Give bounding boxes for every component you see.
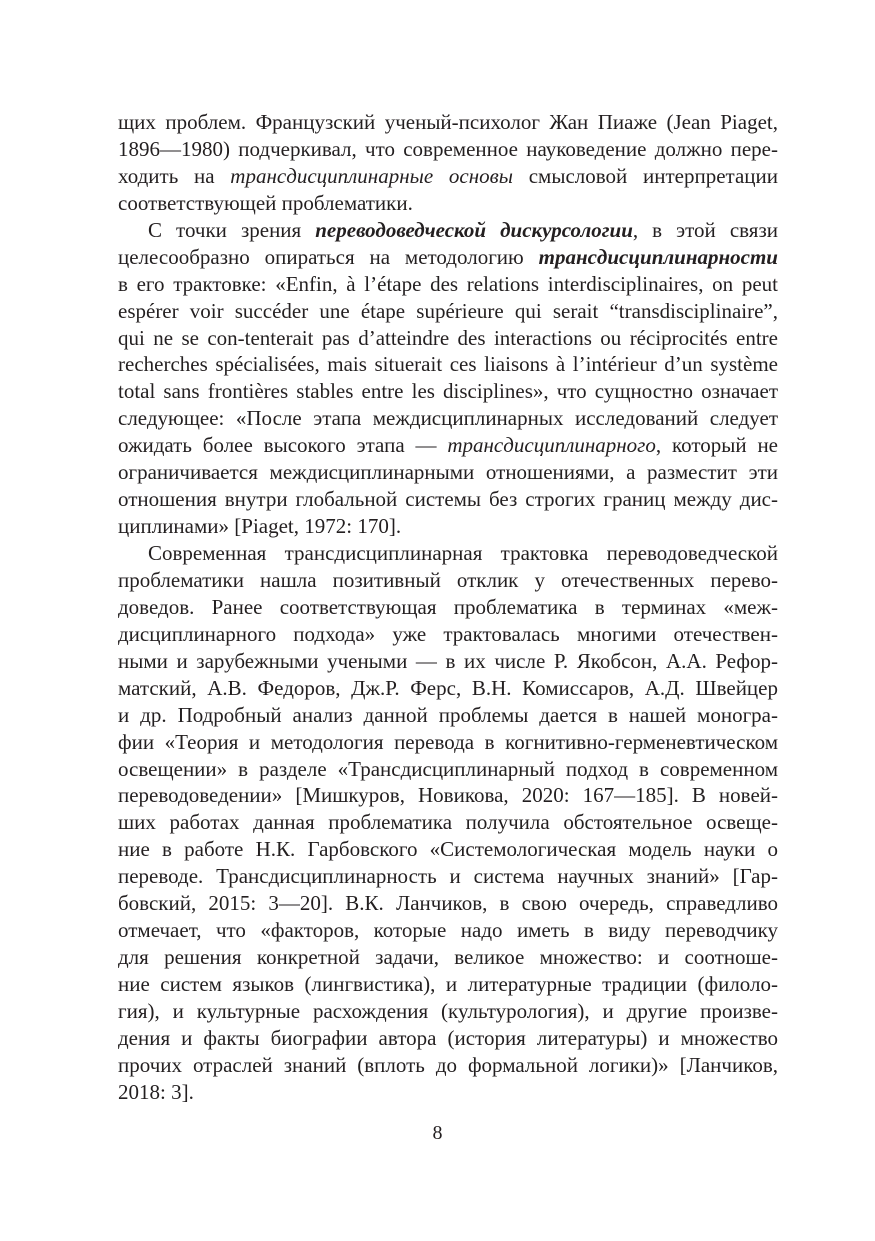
text-line: [118, 998, 778, 1025]
text-run: espérer voir succéder une étape supérieure qui serait “transdisciplinaire”,: [118, 298, 778, 323]
text-line: [118, 648, 778, 675]
text-run: Современная трансдисциплинарная трактовка переводоведческой: [148, 541, 778, 565]
text-run: соответствующей проблематики.: [118, 190, 413, 215]
text-run: для решения конкретной задачи, великое множество: и соотноше-: [118, 945, 778, 970]
text-run: ние в работе Н.К. Гарбовского «Системологическая модель науки о: [118, 837, 778, 862]
text-line: [118, 594, 778, 621]
text-line: [118, 432, 778, 459]
text-run: доведов. Ранее соответствующая проблематика в терминах «меж-: [118, 594, 778, 619]
text-run: total sans frontières stables entre les disciplines», что сущностно означает: [118, 379, 778, 404]
text-line: [118, 567, 778, 594]
text-run: освещении» в разделе «Трансдисциплинарный подход в современном: [118, 756, 778, 781]
text-run: recherches spécialisées, mais situerait ces liaisons à l’intérieur d’un système: [118, 352, 778, 377]
text-run: проблематики нашла позитивный отклик у отечественных перево-: [118, 567, 778, 592]
body-text: [118, 109, 778, 1106]
text-run: щих проблем. Французский ученый-психолог Жан Пиаже (Jean Piaget,: [118, 110, 778, 134]
text-run: прочих отраслей знаний (вплоть до формальной логики)» [Ланчиков,: [118, 1052, 778, 1077]
text-run: бовский, 2015: 3—20]. В.К. Ланчиков, в свою очередь, справедливо: [118, 891, 778, 916]
text-run: отношения внутри глобальной системы без строгих границ между дис-: [118, 487, 778, 512]
text-line: [118, 1025, 778, 1052]
text-run: гия), и культурные расхождения (культурология), и другие произве-: [118, 998, 778, 1023]
text-run: qui ne se con-tenterait pas d’atteindre des interactions ou réciprocités entre: [118, 325, 778, 350]
text-run: , в этой связи: [632, 217, 778, 242]
text-run: следующее: «После этапа междисциплинарных исследований следует: [118, 406, 778, 431]
text-run: ние систем языков (лингвистика), и литературные традиции (филоло-: [118, 972, 778, 996]
text-line: [118, 217, 778, 244]
text-run: смысловой интерпретации: [513, 163, 778, 188]
text-run: ограничивается междисциплинарными отношениями, а разместит эти: [118, 460, 778, 485]
text-run: отмечает, что «факторов, которые надо иметь в виду переводчику: [118, 918, 778, 943]
text-run: дисциплинарного подхода» уже трактовалась многими отечествен-: [118, 621, 778, 646]
text-line: [118, 163, 778, 190]
text-line: [118, 1052, 778, 1079]
bold-italic-term: трансдисциплинарности: [538, 244, 778, 269]
text-line: [118, 190, 778, 217]
italic-term: трансдисциплинарные основы: [230, 163, 513, 188]
text-line: [118, 702, 778, 729]
text-run: и др. Подробный анализ данной проблемы дается в нашей моногра-: [118, 702, 778, 727]
text-run: С точки зрения: [148, 217, 316, 242]
text-line: [118, 621, 778, 648]
text-line: [118, 298, 778, 325]
text-line: [118, 944, 778, 971]
text-run: фии «Теория и методология перевода в когнитивно-герменевтическом: [118, 729, 778, 754]
text-run: ожидать более высокого этапа —: [118, 433, 448, 458]
text-run: переводе. Трансдисциплинарность и система научных знаний» [Гар-: [118, 864, 778, 889]
text-run: ших работах данная проблематика получила обстоятельное освеще-: [118, 810, 778, 835]
text-line: [118, 756, 778, 783]
text-line: [118, 836, 778, 863]
text-line: [118, 378, 778, 405]
text-line: [118, 109, 778, 136]
text-run: целесообразно опираться на методологию: [118, 244, 539, 269]
text-line: [118, 486, 778, 513]
text-run: циплинами» [Piaget, 1972: 170].: [118, 514, 402, 539]
text-run: 2018: 3].: [118, 1079, 194, 1104]
text-line: [118, 917, 778, 944]
text-run: дения и факты биографии автора (история литературы) и множество: [118, 1025, 778, 1050]
text-run: в его трактовке: «Enfin, à l’étape des relations interdisciplinaires, on peut: [118, 271, 778, 296]
text-line: [118, 136, 778, 163]
text-line: [118, 513, 778, 540]
text-run: переводоведении» [Мишкуров, Новикова, 2020: 167—185]. В новей-: [118, 783, 778, 808]
bold-italic-term: переводоведческой дискурсологии: [315, 217, 633, 242]
text-line: [118, 675, 778, 702]
paragraph: [118, 540, 778, 1106]
text-line: [118, 809, 778, 836]
text-line: [118, 271, 778, 298]
italic-term: трансдисциплинарного: [447, 433, 656, 458]
paragraph: [118, 217, 778, 540]
text-line: [118, 729, 778, 756]
text-line: [118, 325, 778, 352]
text-line: [118, 405, 778, 432]
paragraph: [118, 109, 778, 217]
text-line: [118, 782, 778, 809]
text-line: [118, 1079, 778, 1106]
text-run: 1896—1980) подчеркивал, что современное науковедение должно пере-: [118, 136, 778, 161]
text-run: ными и зарубежными учеными — в их числе Р. Якобсон, А.А. Рефор-: [118, 648, 778, 673]
text-line: [118, 890, 778, 917]
text-line: [118, 540, 778, 567]
text-line: [118, 459, 778, 486]
text-line: [118, 863, 778, 890]
text-run: ходить на: [118, 163, 231, 188]
text-run: , который не: [655, 433, 779, 458]
text-line: [118, 351, 778, 378]
text-line: [118, 971, 778, 998]
text-line: [118, 244, 778, 271]
page-number: 8: [432, 1122, 443, 1144]
text-run: матский, А.В. Федоров, Дж.Р. Ферс, В.Н. Комиссаров, А.Д. Швейцер: [118, 675, 778, 700]
